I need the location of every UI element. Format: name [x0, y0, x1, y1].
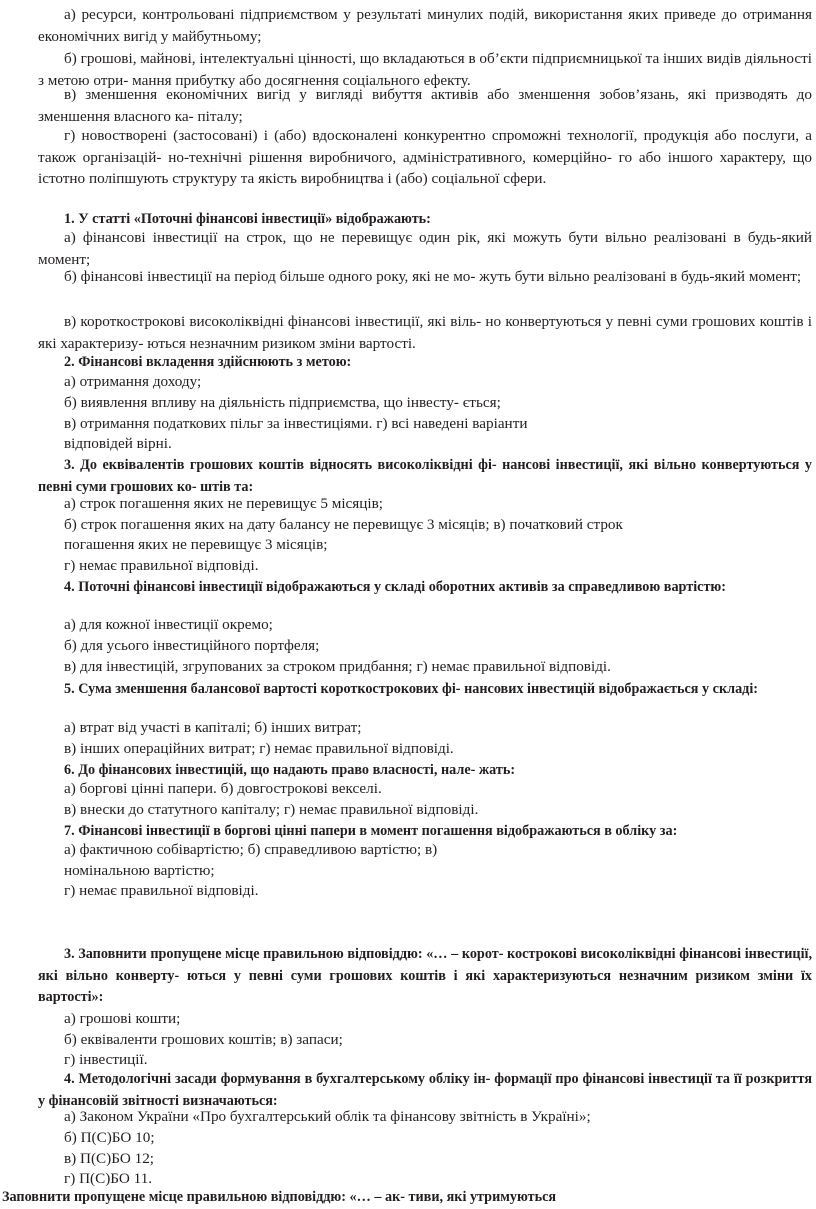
answer-option: в) отримання податкових пільг за інвестиціями. г) всі наведені варіанти — [64, 415, 528, 432]
answer-option: б) П(С)БО 10; — [64, 1129, 155, 1146]
question-6: 6. До фінансових інвестицій, що надають право власності, нале- жать: — [64, 762, 516, 778]
answer-option: а) втрат від участі в капіталі; б) інших витрат; — [64, 719, 362, 736]
footer-question-line: Заповнити пропущене місце правильною відповіддю: «… – ак- тиви, які утримуються — [2, 1189, 557, 1205]
answer-option: в) інших операційних витрат; г) немає правильної відповіді. — [64, 740, 454, 757]
intro-option-v: в) зменшення економічних вигід у вигляді вибуття активів або зменшення зобов’язань, які призводять до зменшення власного ка- піталу; — [38, 86, 812, 125]
intro-option-g: г) новостворені (застосовані) і (або) вдосконалені конкурентно спроможні технології, продукція або послуги, а також організацій- но-технічні рішення виробничого, адміністративного, комерційно- го або іншого характеру, що істотно поліпшують структуру та якість виробництва і (або) соціальної сфери. — [38, 127, 812, 187]
answer-option: в) для інвестицій, згрупованих за строком придбання; г) немає правильної відповіді. — [64, 658, 611, 675]
question-methodology-4: 4. Методологічні засади формування в бухгалтерському обліку ін- формації про фінансові інвестиції та її розкриття у фінансовій звітності визначаються: — [38, 1071, 812, 1109]
question-4: 4. Поточні фінансові інвестиції відображаються у складі оборотних активів за справедливою вартістю: — [64, 579, 726, 595]
answer-option: а) фінансові інвестиції на строк, що не перевищує один рік, які можуть бути вільно реалізовані в будь-який момент; — [38, 229, 812, 268]
answer-option: б) фінансові інвестиції на період більше одного року, які не мо- жуть бути вільно реалізовані в будь-який момент; — [64, 268, 802, 285]
answer-option: а) фактичною собівартістю; б) справедливою вартістю; в) — [64, 841, 438, 858]
intro-option-a: а) ресурси, контрольовані підприємством у результаті минулих подій, використання яких приведе до отримання економічних вигід у майбутньому; — [38, 6, 812, 45]
question-7: 7. Фінансові інвестиції в боргові цінні папери в момент погашення відображаються в обліку за: — [64, 823, 678, 839]
answer-option: а) Законом України «Про бухгалтерський облік та фінансову звітність в Україні»; — [64, 1108, 591, 1125]
answer-option: відповідей вірні. — [64, 435, 172, 452]
answer-option: а) отримання доходу; — [64, 373, 202, 390]
question-3: 3. До еквівалентів грошових коштів відносять високоліквідні фі- нансові інвестиції, які вільно конвертуються у певні суми грошових ко- штів та: — [38, 457, 812, 495]
answer-option: в) П(С)БО 12; — [64, 1150, 155, 1167]
question-5: 5. Сума зменшення балансової вартості короткострокових фі- нансових інвестицій відображається у складі: — [64, 681, 759, 697]
answer-option: г) П(С)БО 11. — [64, 1170, 153, 1187]
answer-option: в) короткострокові високоліквідні фінансові інвестиції, які віль- но конвертуються у певні суми грошових коштів і які характеризу- ються незначним ризиком зміни вартості. — [38, 313, 812, 352]
answer-option: б) для усього інвестиційного портфеля; — [64, 637, 320, 654]
answer-option: б) строк погашення яких на дату балансу не перевищує 3 місяців; в) початковий строк — [64, 516, 623, 533]
answer-option: г) немає правильної відповіді. — [64, 557, 259, 574]
answer-option: а) строк погашення яких не перевищує 5 місяців; — [64, 495, 384, 512]
answer-option: номінальною вартістю; — [64, 862, 215, 879]
answer-option: б) виявлення впливу на діяльність підприємства, що інвесту- ється; — [64, 394, 501, 411]
answer-option: а) для кожної інвестиції окремо; — [64, 616, 273, 633]
answer-option: в) внески до статутного капіталу; г) немає правильної відповіді. — [64, 801, 479, 818]
answer-option: б) еквіваленти грошових коштів; в) запаси; — [64, 1031, 343, 1048]
intro-option-b: б) грошові, майнові, інтелектуальні цінності, що вкладаються в об’єкти підприємницької та інших видів діяльності з метою отри- мання прибутку або досягнення соціального ефекту. — [38, 50, 812, 89]
question-fill-in-3: 3. Заповнити пропущене місце правильною відповіддю: «… – корот- кострокові високоліквідні фінансові інвестиції, які вільно конверту- ються у певні суми грошових коштів і які характеризуються незначним ризиком зміни їх вартості»: — [38, 946, 812, 1005]
answer-option: г) інвестиції. — [64, 1051, 148, 1068]
question-2: 2. Фінансові вкладення здійснюють з метою: — [64, 354, 352, 370]
question-1: 1. У статті «Поточні фінансові інвестиції» відображають: — [64, 211, 431, 227]
answer-option: а) грошові кошти; — [64, 1010, 181, 1027]
answer-option: погашення яких не перевищує 3 місяців; — [64, 536, 328, 553]
answer-option: а) боргові цінні папери. б) довгострокові векселі. — [64, 780, 382, 797]
answer-option: г) немає правильної відповіді. — [64, 882, 259, 899]
